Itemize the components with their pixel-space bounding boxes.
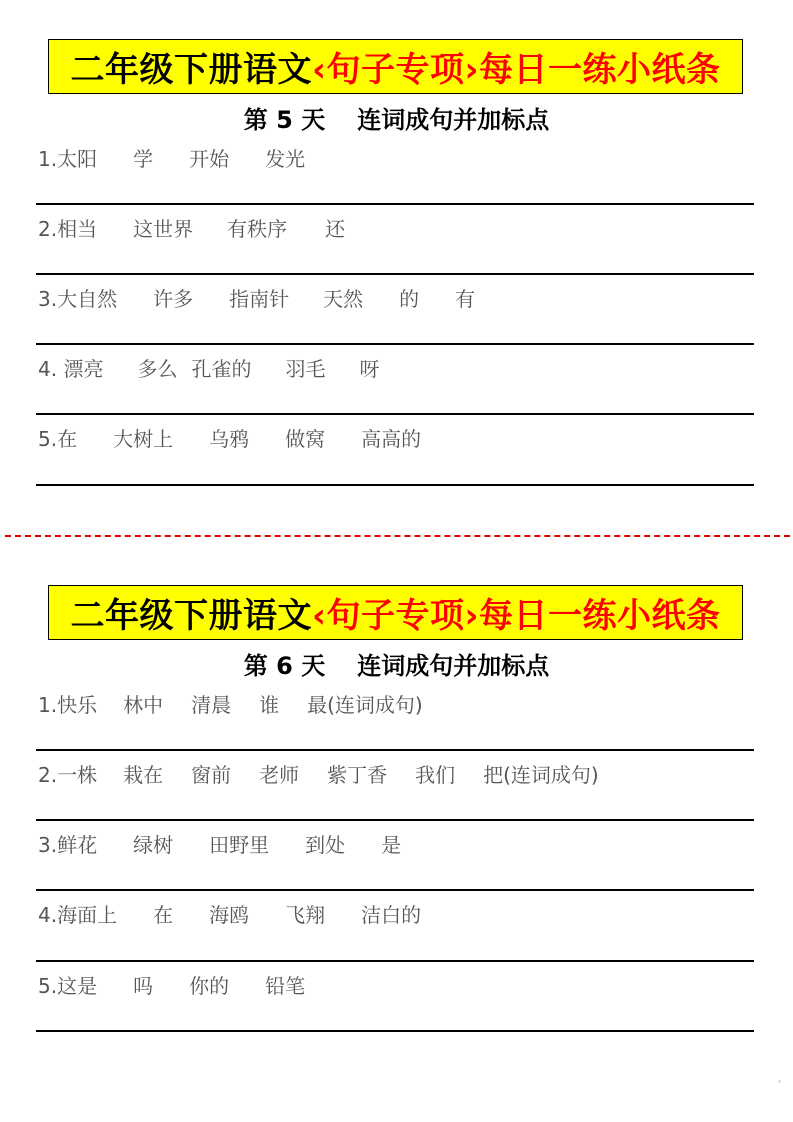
word: 2.一株 [38,763,98,787]
word: 栽在 [123,763,164,787]
word: 海鸥 [209,903,250,927]
question-5 [38,423,421,452]
question-5 [38,970,305,999]
answer-line[interactable] [36,749,754,751]
word: 多么 [137,357,178,381]
word: 4. 漂亮 [38,357,104,381]
answer-line[interactable] [36,484,754,486]
word: 开始 [189,147,230,171]
banner-suffix: 每日一练小纸条 [479,596,721,636]
word: 5.在 [38,427,78,451]
word: 发光 [265,147,306,171]
word: 5.这是 [38,974,98,998]
word: 4.海面上 [38,903,118,927]
word: 窗前 [191,763,232,787]
word: 乌鸦 [209,427,250,451]
day-label: 第 5 天 [243,106,326,134]
word: 紫丁香 [327,763,388,787]
scan-speck [778,1080,781,1083]
task-label: 连词成句并加标点 [357,106,550,134]
question-1 [38,143,305,172]
word: 指南针 [229,287,290,311]
word: 老师 [259,763,300,787]
question-2 [38,213,345,242]
banner-middle: ‹句子专项› [311,596,480,636]
day-label: 第 6 天 [243,652,326,680]
worksheet-banner [48,585,743,640]
worksheet-banner [48,39,743,94]
word: 许多 [153,287,194,311]
word: 做窝 [285,427,326,451]
word: 2.相当 [38,217,98,241]
day-heading [0,646,793,681]
word: 3.大自然 [38,287,118,311]
word: 天然 [323,287,364,311]
word: 孔雀的 [191,357,252,381]
question-3 [38,283,475,312]
answer-line[interactable] [36,819,754,821]
day-heading [0,100,793,135]
answer-line[interactable] [36,343,754,345]
word: 有秩序 [227,217,288,241]
banner-prefix: 二年级下册语文 [70,596,312,636]
word: 洁白的 [361,903,422,927]
word: 飞翔 [285,903,326,927]
word: 1.快乐 [38,693,98,717]
word: 有 [455,287,476,311]
word: 大树上 [113,427,174,451]
banner-suffix: 每日一练小纸条 [479,50,721,90]
question-4 [38,899,421,928]
word: 呀 [359,357,380,381]
cut-line-divider [5,535,790,537]
question-1 [38,689,423,718]
word: 3.鲜花 [38,833,98,857]
answer-line[interactable] [36,889,754,891]
answer-line[interactable] [36,1030,754,1032]
word: 的 [399,287,420,311]
banner-middle: ‹句子专项› [311,50,480,90]
word: 把(连词成句) [483,763,599,787]
word: 清晨 [191,693,232,717]
word: 学 [133,147,154,171]
word: 在 [153,903,174,927]
question-3 [38,829,401,858]
answer-line[interactable] [36,413,754,415]
word: 铅笔 [265,974,306,998]
task-label: 连词成句并加标点 [357,652,550,680]
word: 还 [325,217,346,241]
word: 最(连词成句) [307,693,423,717]
word: 高高的 [361,427,422,451]
banner-prefix: 二年级下册语文 [70,50,312,90]
answer-line[interactable] [36,960,754,962]
word: 1.太阳 [38,147,98,171]
word: 田野里 [209,833,270,857]
word: 你的 [189,974,230,998]
word: 羽毛 [285,357,326,381]
question-2 [38,759,599,788]
word: 是 [381,833,402,857]
word: 我们 [415,763,456,787]
word: 吗 [133,974,154,998]
answer-line[interactable] [36,273,754,275]
question-4 [38,353,379,382]
word: 林中 [123,693,164,717]
word: 谁 [259,693,280,717]
word: 绿树 [133,833,174,857]
answer-line[interactable] [36,203,754,205]
word: 到处 [305,833,346,857]
word: 这世界 [133,217,194,241]
